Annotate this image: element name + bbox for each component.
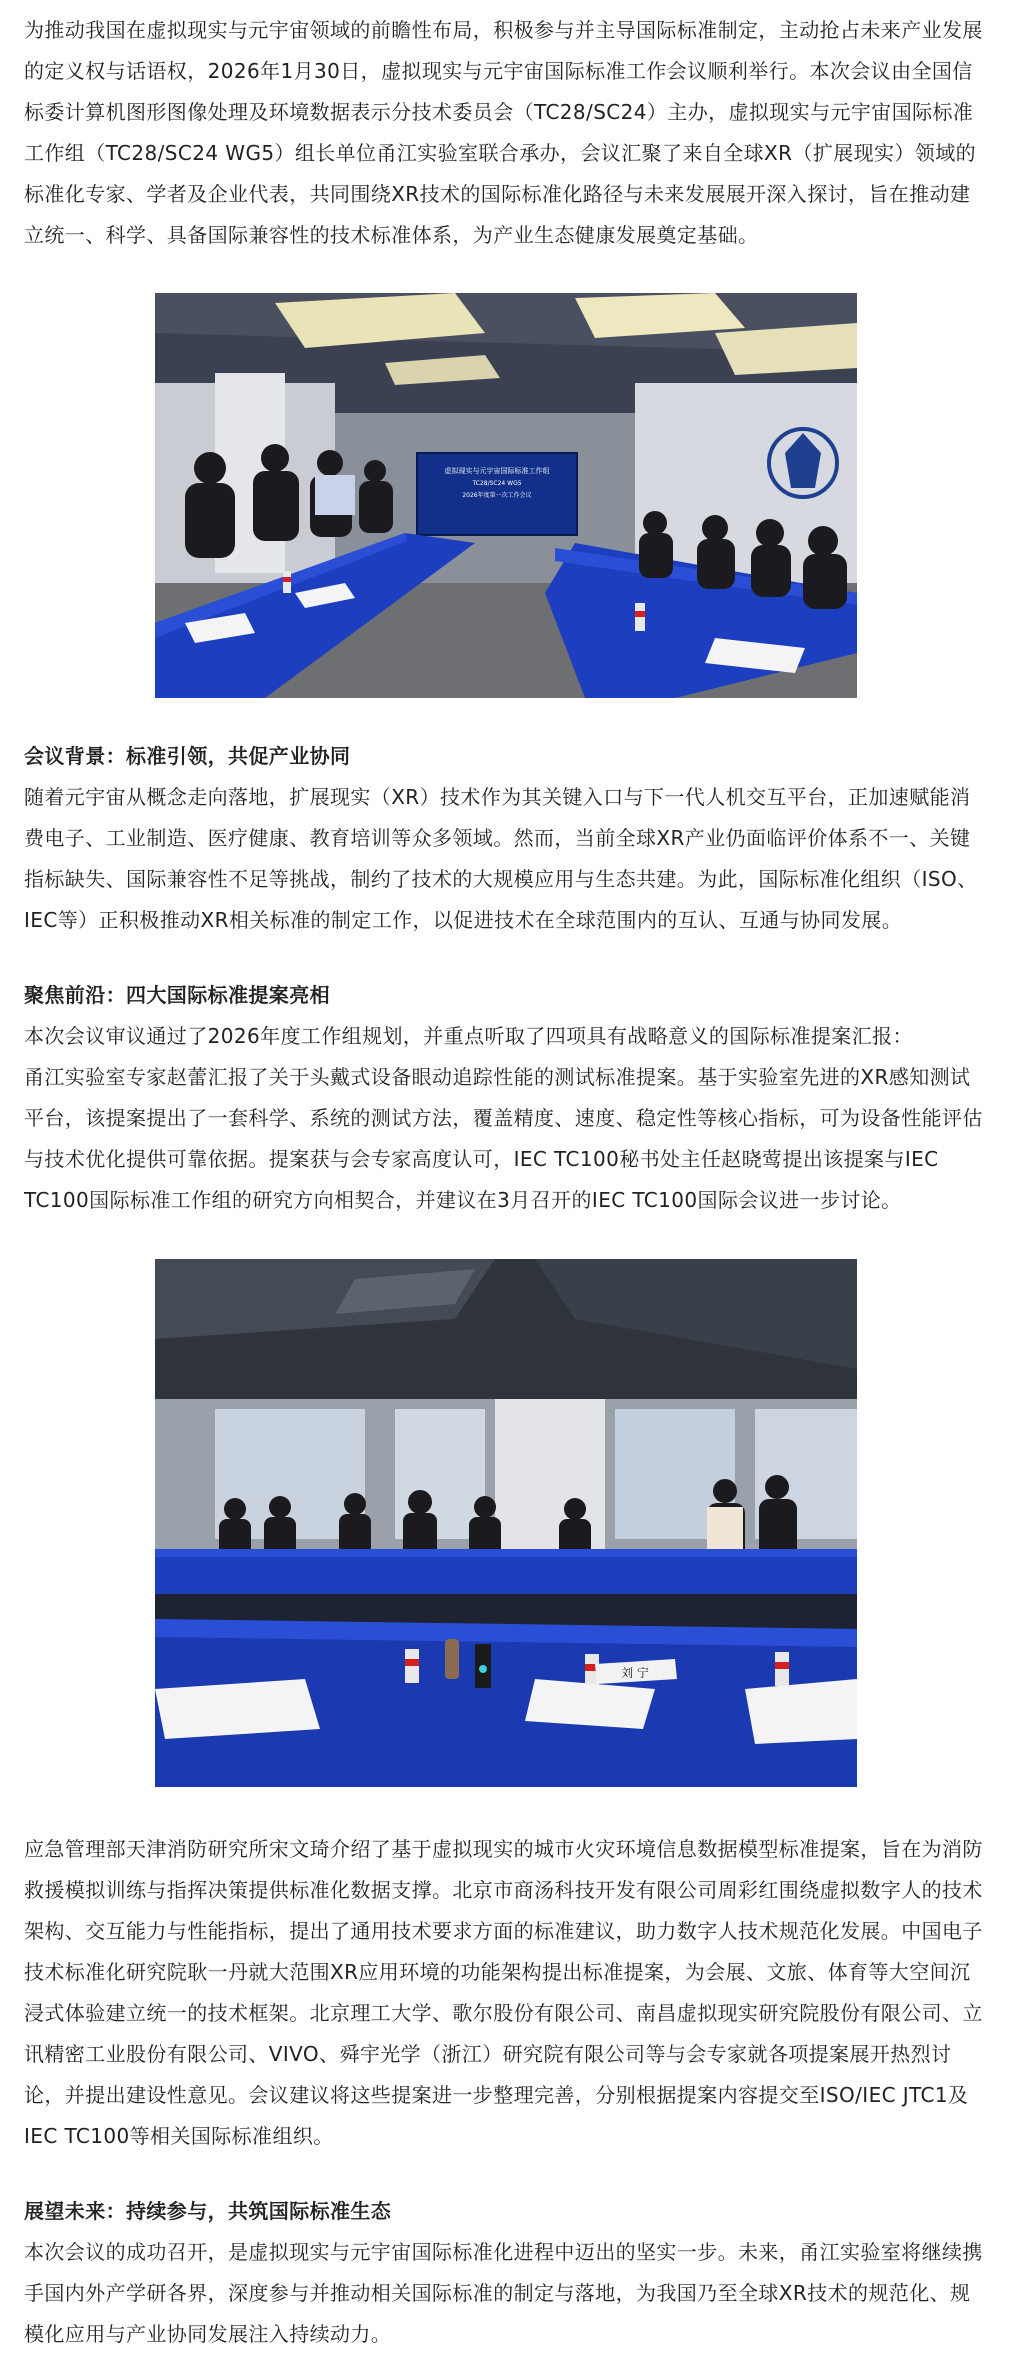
screen-line-1: 虚拟现实与元宇宙国际标准工作组 [444,467,549,475]
conference-photo-2-illustration [155,1259,857,1787]
conference-photo-1 [155,293,857,698]
section-heading-proposals: 聚焦前沿：四大国际标准提案亮相 [24,983,330,1007]
conference-photo-2 [155,1259,857,1787]
nameplate-text: 刘 宁 [620,1666,649,1680]
section-body-proposals: 甬江实验室专家赵蕾汇报了关于头戴式设备眼动追踪性能的测试标准提案。基于实验室先进的XR感知测试平台，该提案提出了一套科学、系统的测试方法，覆盖精度、速度、稳定性等核心指标，可为设备性能评估与技术优化提供可靠依据。提案获与会专家高度认可，IEC TC100秘书处主任赵晓莺提出该提案与IEC TC100国际标准工作组的研究方向相契合，并建议在3月召开的IEC TC100国际会议进一步讨论。 [24,1065,983,1212]
section-lead-proposals: 本次会议审议通过了2026年度工作组规划，并重点听取了四项具有战略意义的国际标准提案汇报： [24,1024,913,1048]
section-body-background: 随着元宇宙从概念走向落地，扩展现实（XR）技术作为其关键入口与下一代人机交互平台，正加速赋能消费电子、工业制造、医疗健康、教育培训等众多领域。然而，当前全球XR产业仍面临评价体系不一、关键指标缺失、国际兼容性不足等挑战，制约了技术的大规模应用与生态共建。为此，国际标准化组织（ISO、IEC等）正积极推动XR相关标准的制定工作，以促进技术在全球范围内的互认、互通与协同发展。 [24,785,978,932]
conference-photo-1-illustration [155,293,857,698]
intro-paragraph: 为推动我国在虚拟现实与元宇宙领域的前瞻性布局，积极参与并主导国际标准制定，主动抢占未来产业发展的定义权与话语权，2026年1月30日，虚拟现实与元宇宙国际标准工作会议顺利举行。本次会议由全国信标委计算机图形图像处理及环境数据表示分技术委员会（TC28/SC24）主办，虚拟现实与元宇宙国际标准工作组（TC28/SC24 WG5）组长单位甬江实验室联合承办，会议汇聚了来自全球XR（扩展现实）领域的标准化专家、学者及企业代表，共同围绕XR技术的国际标准化路径与未来发展展开深入探讨，旨在推动建立统一、科学、具备国际兼容性的技术标准体系，为产业生态健康发展奠定基础。 [24,18,983,247]
section-heading-outlook: 展望未来：持续参与，共筑国际标准生态 [24,2199,392,2223]
section-body-discussion: 应急管理部天津消防研究所宋文琦介绍了基于虚拟现实的城市火灾环境信息数据模型标准提案，旨在为消防救援模拟训练与指挥决策提供标准化数据支撑。北京市商汤科技开发有限公司周彩红围绕虚拟数字人的技术架构、交互能力与性能指标，提出了通用技术要求方面的标准建议，助力数字人技术规范化发展。中国电子技术标准化研究院耿一丹就大范围XR应用环境的功能架构提出标准提案，为会展、文旅、体育等大空间沉浸式体验建立统一的技术框架。北京理工大学、歌尔股份有限公司、南昌虚拟现实研究院股份有限公司、立讯精密工业股份有限公司、VIVO、舜宇光学（浙江）研究院有限公司等与会专家就各项提案展开热烈讨论，并提出建设性意见。会议建议将这些提案进一步整理完善，分别根据提案内容提交至ISO/IEC JTC1及IEC TC100等相关国际标准组织。 [24,1837,983,2148]
section-body-outlook: 本次会议的成功召开，是虚拟现实与元宇宙国际标准化进程中迈出的坚实一步。未来，甬江实验室将继续携手国内外产学研各界，深度参与并推动相关国际标准的制定与落地，为我国乃至全球XR技术的规范化、规模化应用与产业协同发展注入持续动力。 [24,2240,983,2346]
screen-line-3: 2026年度第一次工作会议 [461,492,532,499]
section-heading-background: 会议背景：标准引领，共促产业协同 [24,744,351,768]
screen-line-2: TC28/SC24 WG5 [471,480,522,487]
